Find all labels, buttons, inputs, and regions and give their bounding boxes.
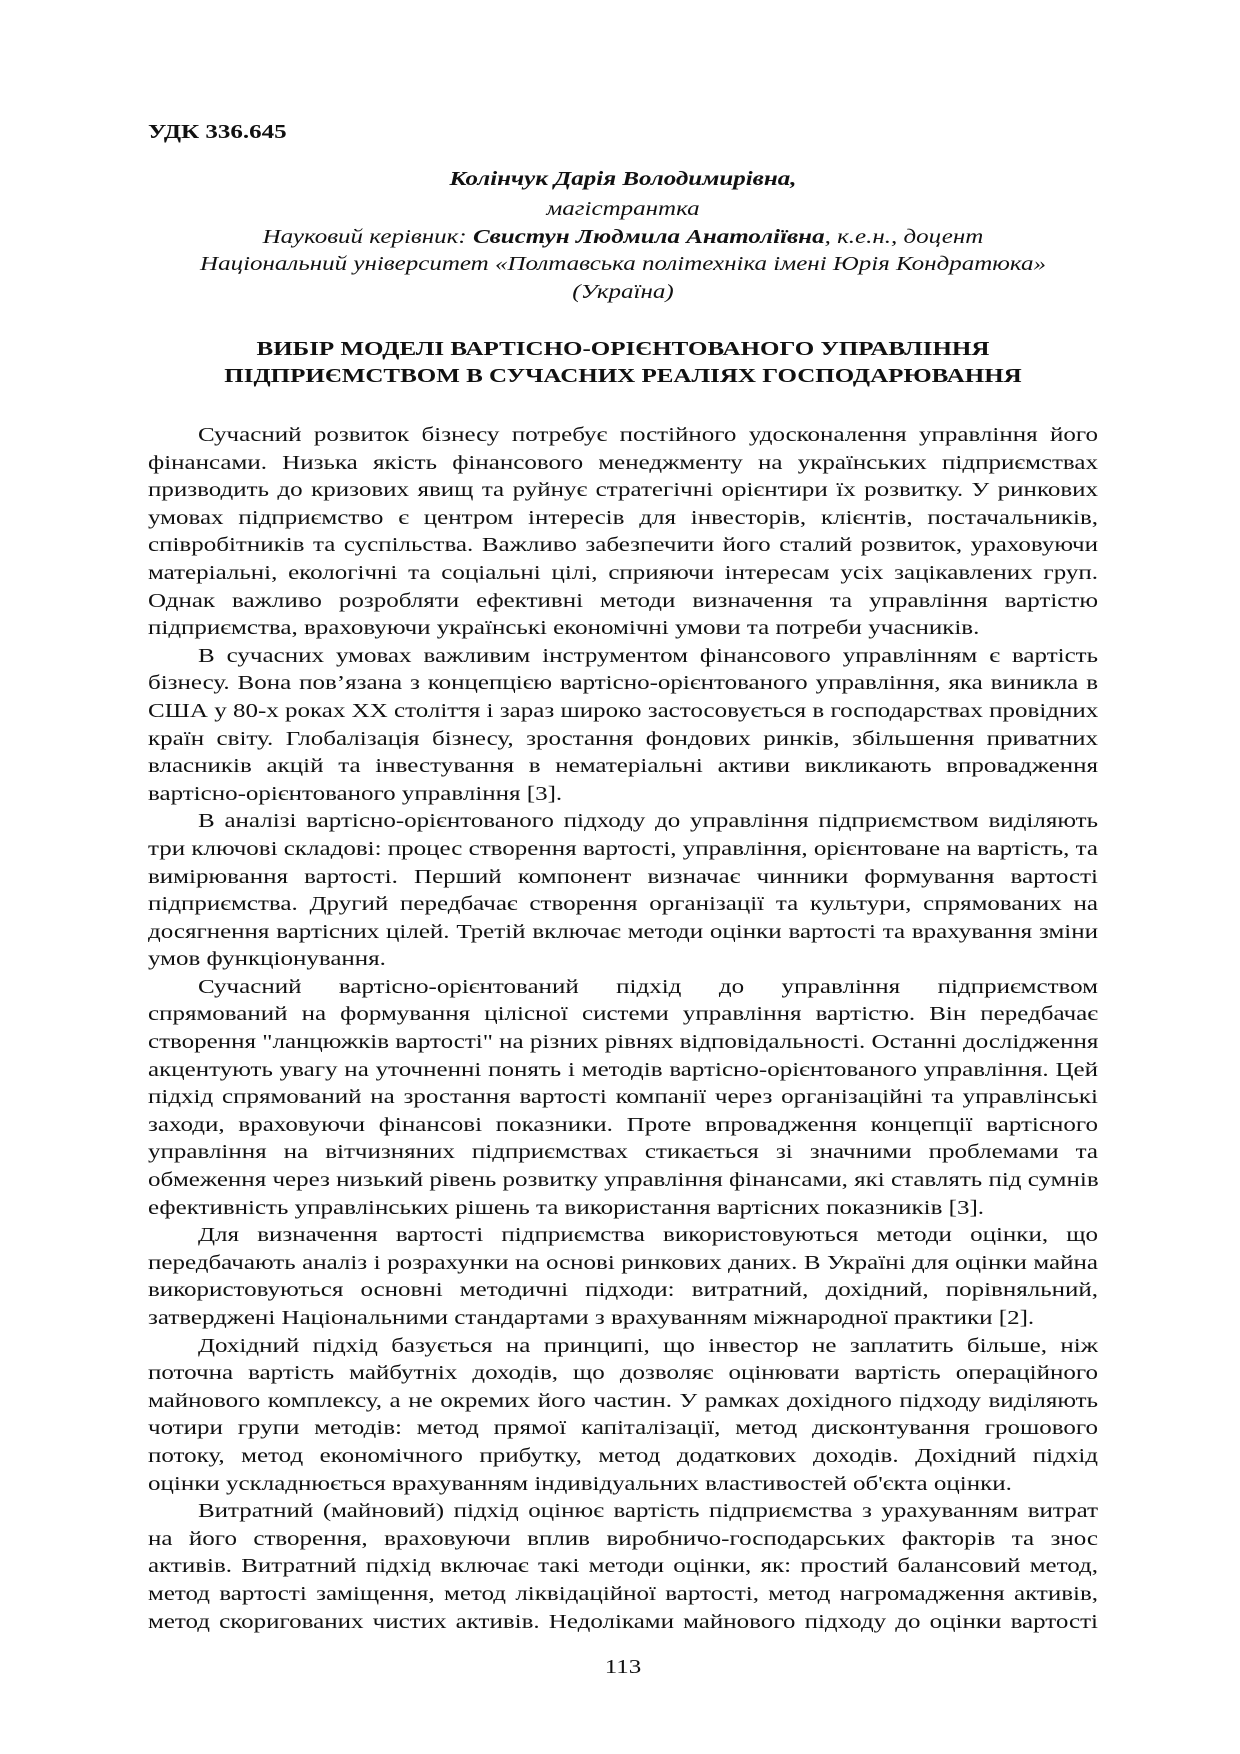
country: (Україна) [572,281,674,303]
text-line: використовуються основні методичні підходи: витратний, дохідний, порівняльний, [148,1279,1098,1302]
text-line: ефективність управлінських рішень та використання вартісних показників [3]. [148,1196,985,1219]
paragraph [148,1498,1098,1636]
paragraph [148,808,1098,974]
text-line: обмеження через низький рівень розвитку управління фінансами, які ставлять під сумнів [148,1169,1099,1192]
text-line: поточна вартість майбутніх доходів, що дозволяє оцінювати вартість операційного [148,1362,1098,1385]
text-line: досягнення вартісних цілей. Третій включає методи оцінки вартості та врахування зміни [148,920,1098,943]
text-line: управління на вітчизняних підприємствах стикається зі значними проблемами та [148,1141,1098,1164]
text-line: Сучасний розвиток бізнесу потребує постійного удосконалення управління його [198,424,1098,446]
text-line: акцентують увагу на уточненні понять і методів вартісно-орієнтованого управління. Цей [148,1058,1098,1081]
paragraph [148,643,1098,809]
paragraph [148,1333,1098,1499]
text-line: Сучасний вартісно-орієнтований підхід до управління підприємством [198,975,1098,998]
paragraph [148,1222,1098,1332]
text-line: три ключові складові: процес створення вартості, управління, орієнтоване на вартість, та [148,837,1098,860]
article-body [148,422,1098,1636]
text-line: фінансами. Низька якість фінансового менеджменту на українських підприємствах [148,451,1098,474]
text-line: умов функціонування. [148,948,386,971]
text-line: вимірювання вартості. Перший компонент визначає чинники формування вартості [148,865,1098,888]
text-line: потоку, метод економічного прибутку, метод додаткових доходів. Дохідний підхід [148,1444,1098,1467]
text-line: метод вартості заміщення, метод ліквідаційної вартості, метод нагромадження активів, [148,1582,1098,1605]
text-line: затверджені Національними стандартами з врахуванням міжнародної практики [2]. [148,1307,1035,1329]
text-line: Дохідний підхід базується на принципі, що інвестор не заплатить більше, ніж [198,1334,1098,1357]
text-line: спрямований на формування цілісної системи управління вартістю. Він передбачає [148,1003,1098,1026]
text-line: вартісно-орієнтованого управління [3]. [148,782,563,805]
supervisor-degree: , к.е.н., доцент [824,226,984,248]
text-line: передбачають аналіз і розрахунки на основі ринкових даних. В Україні для оцінки майна [148,1251,1098,1274]
text-line: заходи, враховуючи фінансові показники. Проте впровадження концепції вартісного [148,1113,1098,1136]
text-line: підхід спрямований на зростання вартості компанії через організаційні та управлінські [148,1086,1098,1109]
article-title-line-1: ВИБІР МОДЕЛІ ВАРТІСНО-ОРІЄНТОВАНОГО УПРАВЛІННЯ [256,338,990,360]
supervisor-line [148,224,1098,252]
text-line: призводить до кризових явищ та руйнує стратегічні орієнтири їх розвитку. У ринкових [148,479,1098,502]
text-line: підприємства, враховуючи українські економічні умови та потреби учасників. [148,617,980,640]
paragraph [148,974,1098,1222]
text-line: чотири групи методів: метод прямої капіталізації, метод дисконтування грошового [148,1417,1098,1440]
text-line: В аналізі вартісно-орієнтованого підходу до управління підприємством виділяють [198,810,1098,833]
author-name: Колінчук Дарія Володимирівна, [449,168,797,190]
text-line: майнового комплексу, а не окремих його частин. У рамках дохідного підходу виділяють [148,1389,1098,1412]
text-line: Витратний (майновий) підхід оцінює вартість підприємства з урахуванням витрат [198,1500,1098,1523]
text-line: умовах підприємство є центром інтересів для інвесторів, клієнтів, постачальників, [148,506,1098,529]
page [148,0,1098,1754]
text-line: співробітників та суспільства. Важливо забезпечити його сталий розвиток, ураховуючи [148,534,1098,557]
udk-code: УДК 336.645 [148,121,287,143]
text-line: бізнесу. Вона пов’язана з концепцією вартісно-орієнтованого управління, яка виникла в [148,672,1098,695]
university: Національний університет «Полтавська політехніка імені Юрія Кондратюка» [200,253,1046,275]
text-line: Однак важливо розробляти ефективні методи визначення та управління вартістю [148,589,1098,612]
text-line: матеріальні, екологічні та соціальні цілі, сприяючи інтересам усіх зацікавлених груп. [148,561,1098,584]
text-line: Для визначення вартості підприємства використовуються методи оцінки, що [198,1224,1098,1247]
text-line: власників акцій та інвестування в нематеріальні активи викликають впровадження [148,755,1098,778]
text-line: створення "ланцюжків вартості" на різних рівнях відповідальності. Останні дослідження [148,1031,1099,1054]
supervisor-prefix: Науковий керівник: [262,226,473,248]
text-line: оцінки ускладнюється врахуванням індивідуальних властивостей об'єкта оцінки. [148,1472,1012,1495]
text-line: активів. Витратний підхід включає такі методи оцінки, як: простий балансовий метод, [148,1555,1098,1578]
article-title-line-2: ПІДПРИЄМСТВОМ В СУЧАСНИХ РЕАЛІЯХ ГОСПОДАРЮВАННЯ [224,365,1022,387]
text-line: метод скоригованих чистих активів. Недоліками майнового підходу до оцінки вартості [148,1610,1098,1633]
text-line: В сучасних умовах важливим інструментом фінансового управлінням є вартість [198,644,1098,667]
supervisor-name: Свистун Людмила Анатоліївна [472,226,825,248]
paragraph [148,422,1098,643]
page-number: 113 [604,1656,642,1678]
text-line: США у 80-х роках ХХ століття і зараз широко застосовується в господарствах провідних [148,699,1099,722]
text-line: на його створення, враховуючи вплив виробничо-господарських факторів та знос [148,1527,1098,1550]
text-line: країн світу. Глобалізація бізнесу, зростання фондових ринків, збільшення приватних [148,727,1098,750]
text-line: підприємства. Другий передбачає створення організації та культури, спрямованих на [148,893,1098,916]
author-status: магістрантка [546,198,700,220]
